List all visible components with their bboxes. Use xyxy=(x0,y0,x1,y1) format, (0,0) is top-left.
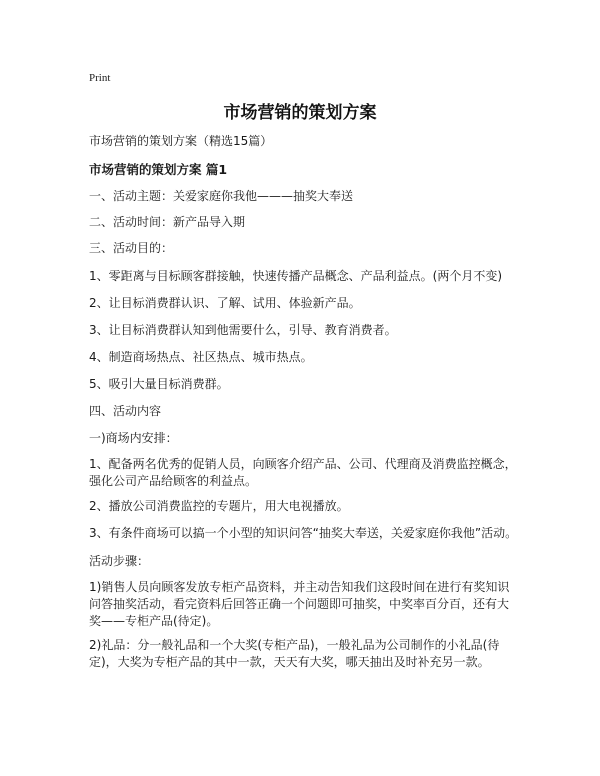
paragraph-step-2: 2)礼品：分一般礼品和一个大奖(专柜产品)，一般礼品为公司制作的小礼品(待定)，大奖为专柜产品的其中一款，天天有大奖，哪天抽出及时补充另一款。 xyxy=(89,638,500,669)
paragraph-activity-content: 四、活动内容 xyxy=(89,404,162,418)
paragraph-purpose-5: 5、吸引大量目标消费群。 xyxy=(89,377,229,391)
paragraph-step-1: 1)销售人员向顾客发放专柜产品资料，并主动告知我们这段时间在进行有奖知识问答抽奖活动，看完资料后回答正确一个问题即可抽奖，中奖率百分百，还有大奖——专柜产品(待定)。 xyxy=(89,580,510,628)
paragraph-purpose-1: 1、零距离与目标顾客群接触，快速传播产品概念、产品利益点。(两个月不变) xyxy=(89,269,503,283)
paragraph-activity-time: 二、活动时间：新产品导入期 xyxy=(89,215,246,229)
paragraph-purpose-2: 2、让目标消费群认识、了解、试用、体验新产品。 xyxy=(89,296,361,310)
paragraph-store-arrangement: 一)商场内安排： xyxy=(89,431,178,445)
paragraph-purpose-3: 3、让目标消费群认知到他需要什么，引导、教育消费者。 xyxy=(89,323,397,337)
paragraph-arrangement-2: 2、播放公司消费监控的专题片，用大电视播放。 xyxy=(89,499,349,513)
paragraph-activity-theme: 一、活动主题：关爱家庭你我他———抽奖大奉送 xyxy=(89,189,354,203)
print-label: Print xyxy=(89,72,111,84)
section-heading: 市场营销的策划方案 篇1 xyxy=(89,162,228,177)
paragraph-arrangement-1: 1、配备两名优秀的促销人员，向顾客介绍产品、公司、代理商及消费监控概念，强化公司产品给顾客的利益点。 xyxy=(89,457,517,488)
document-subtitle: 市场营销的策划方案（精选15篇） xyxy=(89,134,273,148)
paragraph-purpose-4: 4、制造商场热点、社区热点、城市热点。 xyxy=(89,350,313,364)
paragraph-activity-steps: 活动步骤： xyxy=(89,554,150,568)
paragraph-arrangement-3: 3、有条件商场可以搞一个小型的知识问答“抽奖大奉送，关爱家庭你我他”活动。 xyxy=(89,526,518,540)
paragraph-activity-purpose: 三、活动目的： xyxy=(89,241,174,255)
page-title: 市场营销的策划方案 xyxy=(223,103,377,123)
